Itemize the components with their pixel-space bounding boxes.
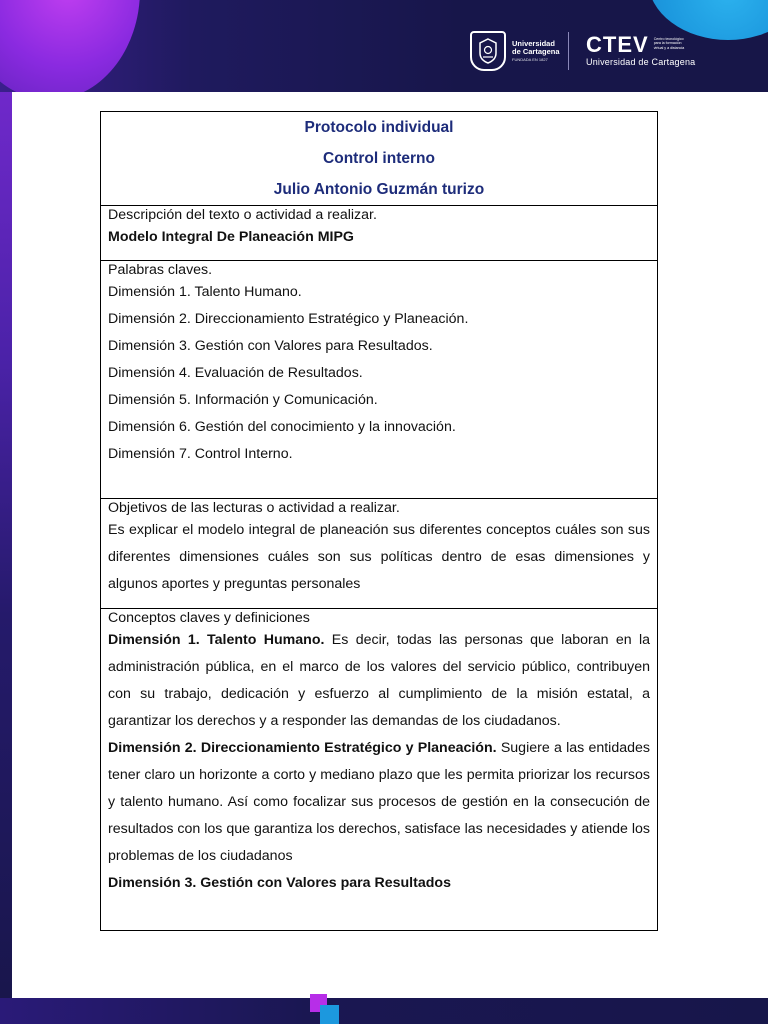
objectives-row: [101, 499, 658, 609]
concept-entry: [108, 735, 650, 870]
accent-square-blue: [320, 1005, 339, 1024]
document-subtitle: Control interno: [323, 150, 435, 167]
ctev-logo: [586, 34, 695, 67]
keyword-item: Dimensión 4. Evaluación de Resultados.: [108, 365, 363, 381]
objectives-label: Objetivos de las lecturas o actividad a realizar.: [108, 500, 400, 516]
concepts-cell: [101, 609, 658, 931]
university-crest-icon: [470, 31, 506, 71]
concepts-label: Conceptos claves y definiciones: [108, 610, 310, 626]
keywords-cell: [101, 261, 658, 499]
description-value: Modelo Integral De Planeación MIPG: [108, 229, 354, 245]
document-author: Julio Antonio Guzmán turizo: [273, 181, 485, 198]
objectives-cell: [101, 499, 658, 609]
concept-term: Dimensión 2. Direccionamiento Estratégico y Planeación.: [108, 740, 497, 756]
protocol-table: [100, 111, 658, 931]
description-label: Descripción del texto o actividad a realizar.: [108, 207, 377, 223]
document-title: Protocolo individual: [304, 119, 454, 136]
background-bottom-band: [0, 998, 768, 1024]
keyword-item: Dimensión 5. Información y Comunicación.: [108, 392, 378, 408]
concept-definition: Es decir, todas las personas que laboran en la administración pública, en el marco de los valores del servicio público, contribuyen con su trabajo, dedicación y esfuerzo al cumplimiento de la misión estatal, a garantizar los derechos y a responder las demandas de los ciudadanos.: [108, 632, 650, 729]
keywords-label: Palabras claves.: [108, 262, 213, 278]
keywords-row: [101, 261, 658, 499]
title-cell: [101, 112, 658, 206]
concept-entry: [108, 870, 650, 897]
description-row: [101, 206, 658, 261]
concept-term: Dimensión 1. Talento Humano.: [108, 632, 325, 648]
keyword-item: Dimensión 1. Talento Humano.: [108, 284, 302, 300]
universidad-cartagena-logo: [470, 30, 560, 72]
logo-divider: [568, 32, 569, 70]
udc-logo-tagline: FUNDADA EN 1827: [512, 56, 548, 62]
description-cell: [101, 206, 658, 261]
keyword-item: Dimensión 2. Direccionamiento Estratégico y Planeación.: [108, 311, 469, 327]
objectives-text: Es explicar el modelo integral de planeación sus diferentes conceptos cuáles son sus diferentes dimensiones cuáles son sus políticas dentro de esas dimensiones y algunos aportes y preguntas personales: [108, 522, 650, 592]
ctev-descriptor: Centro tecnológico para la formación virtual y a distancia: [653, 37, 685, 50]
concept-term: Dimensión 3. Gestión con Valores para Resultados: [108, 875, 451, 891]
udc-logo-line2: de Cartagena: [512, 46, 560, 56]
ctev-subtitle: Universidad de Cartagena: [586, 57, 696, 67]
concept-definition: Sugiere a las entidades tener claro un horizonte a corto y mediano plazo que les permita priorizar los recursos y talento humano. Así como focalizar sus procesos de gestión en la consecución de resultados con los que garantiza los derechos, satisface las necesidades y atiende los problemas de los ciudadanos: [108, 740, 650, 864]
keyword-item: Dimensión 6. Gestión del conocimiento y la innovación.: [108, 419, 456, 435]
title-row: [101, 112, 658, 206]
keyword-item: Dimensión 3. Gestión con Valores para Resultados.: [108, 338, 433, 354]
ctev-wordmark: CTEV: [586, 32, 649, 57]
udc-logo-line1: Universidad: [512, 39, 555, 49]
concept-entry: [108, 627, 650, 735]
concepts-row: [101, 609, 658, 931]
keyword-item: Dimensión 7. Control Interno.: [108, 446, 293, 462]
